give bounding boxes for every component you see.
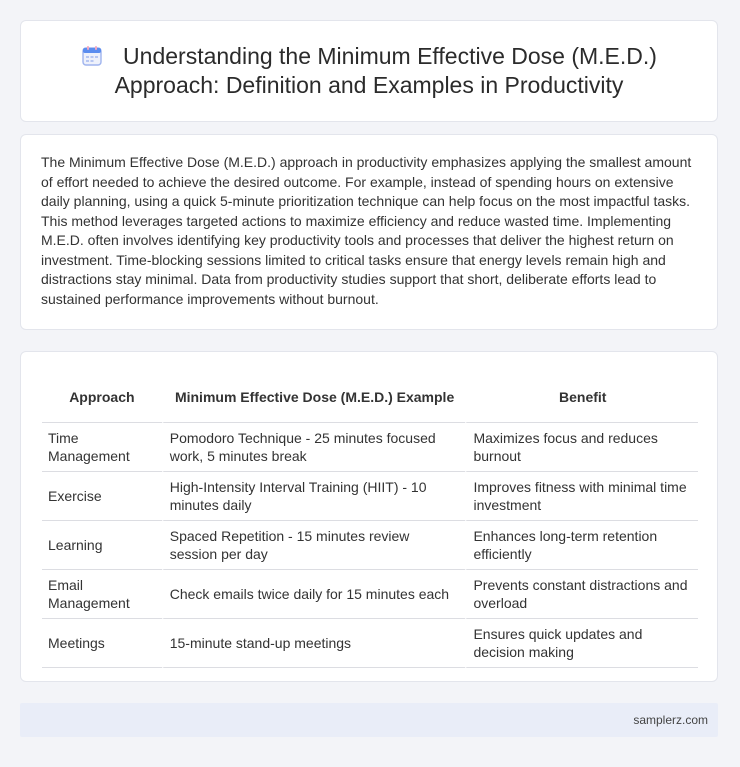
table-row [42,619,698,668]
table-row [42,521,698,570]
page-title: Understanding the Minimum Effective Dose (M.E.D.) Approach: Definition and Examples in Productivity [114,43,657,98]
med-examples-table [42,372,698,668]
cell-example: Check emails twice daily for 15 minutes each [162,570,466,619]
table-row [42,570,698,619]
footer-bar [20,703,718,737]
cell-approach: Learning [42,521,162,570]
table-card [20,351,718,682]
cell-approach: Meetings [42,619,162,668]
page-title-wrap [59,42,679,100]
cell-benefit: Prevents constant distractions and overload [465,570,698,619]
cell-approach: Exercise [42,472,162,521]
table-row [42,423,698,472]
intro-paragraph: The Minimum Effective Dose (M.E.D.) approach in productivity emphasizes applying the smallest amount of effort needed to achieve the desired outcome. For example, instead of spending hours on extensive daily planning, using a quick 5-minute prioritization technique can help focus on the most impactful tasks. This method leverages targeted actions to maximize efficiency and reduce wasted time. Implementing M.E.D. often involves identifying key productivity tools and processes that deliver the highest return on investment. Time-blocking sessions limited to critical tasks ensure that energy levels remain high and distractions stay minimal. Data from productivity studies support that short, deliberate efforts lead to sustained performance improvements without burnout. [41,154,692,307]
cell-approach: Time Management [42,423,162,472]
footer-site-link[interactable]: samplerz.com [633,713,708,727]
calendar-icon [81,45,103,67]
cell-benefit: Improves fitness with minimal time investment [465,472,698,521]
cell-benefit: Enhances long-term retention efficiently [465,521,698,570]
table-header-row [42,372,698,423]
cell-example: Spaced Repetition - 15 minutes review session per day [162,521,466,570]
cell-example: Pomodoro Technique - 25 minutes focused work, 5 minutes break [162,423,466,472]
header-example: Minimum Effective Dose (M.E.D.) Example [162,372,466,423]
table-row [42,472,698,521]
cell-example: 15-minute stand-up meetings [162,619,466,668]
cell-example: High-Intensity Interval Training (HIIT) - 10 minutes daily [162,472,466,521]
cell-approach: Email Management [42,570,162,619]
cell-benefit: Maximizes focus and reduces burnout [465,423,698,472]
header-approach: Approach [42,372,162,423]
title-card [20,20,718,122]
cell-benefit: Ensures quick updates and decision making [465,619,698,668]
header-benefit: Benefit [465,372,698,423]
intro-card [20,134,718,330]
